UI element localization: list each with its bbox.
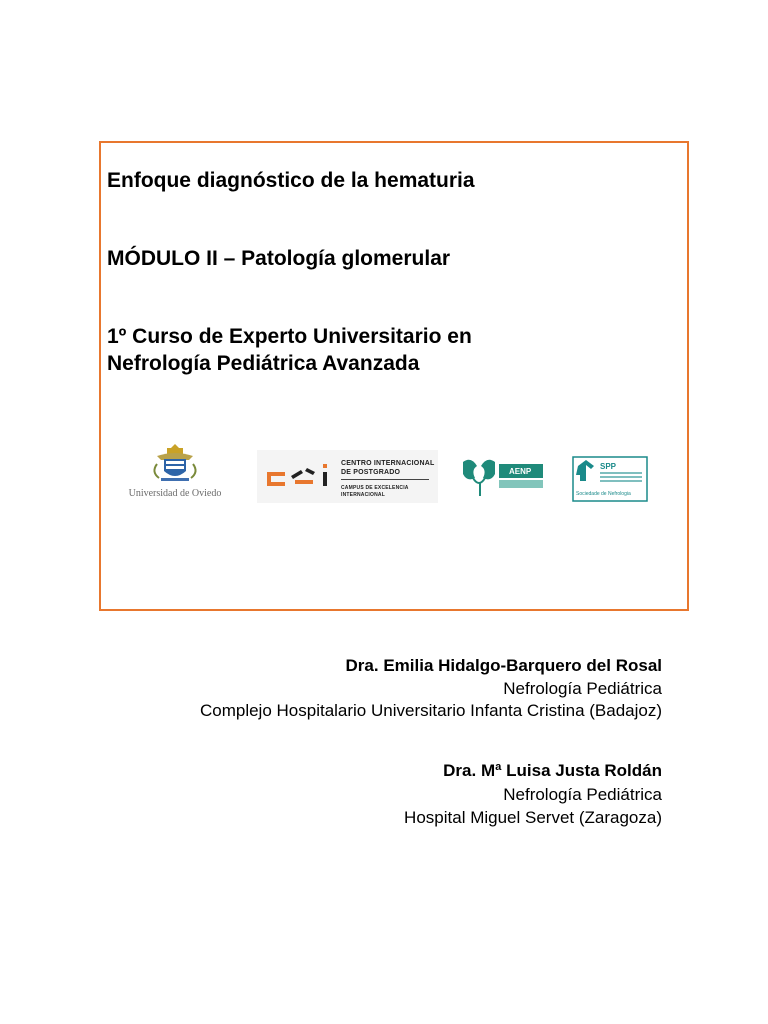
document-title: Enfoque diagnóstico de la hematuria bbox=[107, 169, 475, 192]
course-title-line1: 1º Curso de Experto Universitario en bbox=[107, 325, 472, 348]
kidney-icon bbox=[459, 456, 543, 498]
spp-logo bbox=[572, 456, 648, 502]
spp-subtitle: Sociedade de Nefrologia bbox=[576, 491, 631, 497]
ceei-line3: CAMPUS DE EXCELENCIA bbox=[341, 485, 409, 491]
author-hospital: Complejo Hospitalario Universitario Infanta Cristina (Badajoz) bbox=[199, 701, 662, 720]
spp-name: SPP bbox=[600, 462, 617, 471]
author-name: Dra. Emilia Hidalgo-Barquero del Rosal bbox=[345, 656, 662, 675]
ceei-divider bbox=[341, 479, 429, 480]
ceei-line4: INTERNACIONAL bbox=[341, 492, 385, 498]
course-title-line2: Nefrología Pediátrica Avanzada bbox=[107, 352, 420, 375]
aenp-logo bbox=[459, 456, 543, 498]
author-name: Dra. Mª Luisa Justa Roldán bbox=[443, 761, 662, 780]
author-hospital: Hospital Miguel Servet (Zaragoza) bbox=[404, 808, 662, 827]
uniovi-crest-icon bbox=[121, 442, 229, 486]
aenp-name: AENP bbox=[509, 467, 532, 476]
module-title: MÓDULO II – Patología glomerular bbox=[107, 247, 451, 270]
uniovi-name: Universidad de Oviedo bbox=[128, 488, 222, 499]
ceei-line1: CENTRO INTERNACIONAL bbox=[341, 460, 435, 467]
ceei-mark-icon bbox=[257, 450, 337, 503]
ceei-logo bbox=[257, 450, 438, 503]
author-specialty: Nefrología Pediátrica bbox=[503, 679, 662, 698]
universidad-oviedo-logo bbox=[121, 442, 229, 502]
ceei-line2: DE POSTGRADO bbox=[341, 469, 401, 476]
author-specialty: Nefrología Pediátrica bbox=[503, 785, 662, 804]
